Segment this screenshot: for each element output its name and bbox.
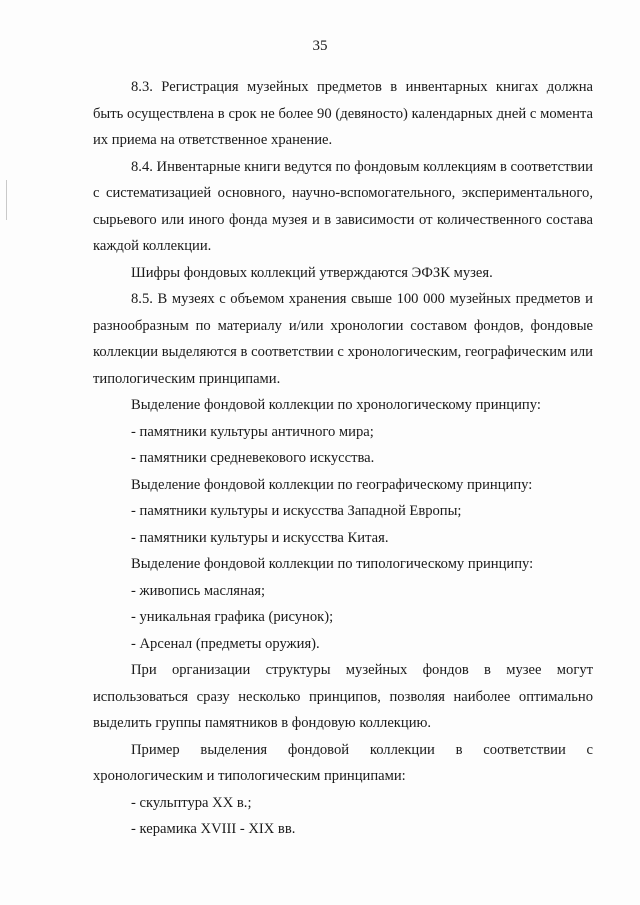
paragraph-organization: При организации структуры музейных фондов в музее могут использоваться сразу несколько принципов, позволяя наиболее оптимально выделить группы памятников в фондовую коллекцию. [93, 662, 593, 731]
page-number: 35 [312, 38, 328, 54]
list-item: - памятники культуры и искусства Китая. [131, 529, 389, 546]
document-body [93, 74, 593, 843]
list-item: - памятники культуры и искусства Западной Европы; [131, 503, 462, 519]
paragraph-8-3: 8.3. Регистрация музейных предметов в инвентарных книгах должна быть осуществлена в срок не более 90 (девяносто) календарных дней с момента их приема на ответственное хранение. [93, 79, 593, 148]
list-item: - Арсенал (предметы оружия). [131, 635, 320, 652]
list-item: - памятники культуры античного мира; [131, 423, 374, 440]
paragraph-8-5: 8.5. В музеях с объемом хранения свыше 100 000 музейных предметов и разнообразным по материалу и/или хронологии составом фондов, фондовые коллекции выделяются в соответствии с хронологическим, географическим или типологическим принципами. [93, 291, 593, 387]
chrono-heading: Выделение фондовой коллекции по хронологическому принципу: [131, 397, 541, 413]
list-item: - живопись масляная; [131, 582, 266, 599]
paragraph-8-4: 8.4. Инвентарные книги ведутся по фондовым коллекциям в соответствии с систематизацией основного, научно-вспомогательного, экспериментального, сырьевого или иного фонда музея и в зависимости от количественного состава каждой коллекции. [93, 158, 593, 254]
list-item: - уникальная графика (рисунок); [131, 609, 334, 625]
scan-edge-mark [6, 180, 7, 220]
paragraph-ciphers: Шифры фондовых коллекций утверждаются ЭФЗК музея. [131, 264, 493, 281]
geo-heading: Выделение фондовой коллекции по географическому принципу: [131, 476, 533, 493]
paragraph-example: Пример выделения фондовой коллекции в соответствии с хронологическим и типологическим принципами: [93, 741, 593, 784]
list-item: - керамика XVIII - XIX вв. [131, 821, 296, 837]
typo-heading: Выделение фондовой коллекции по типологическому принципу: [131, 556, 534, 572]
list-item: - памятники средневекового искусства. [131, 450, 375, 466]
list-item: - скульптура XX в.; [131, 794, 252, 811]
